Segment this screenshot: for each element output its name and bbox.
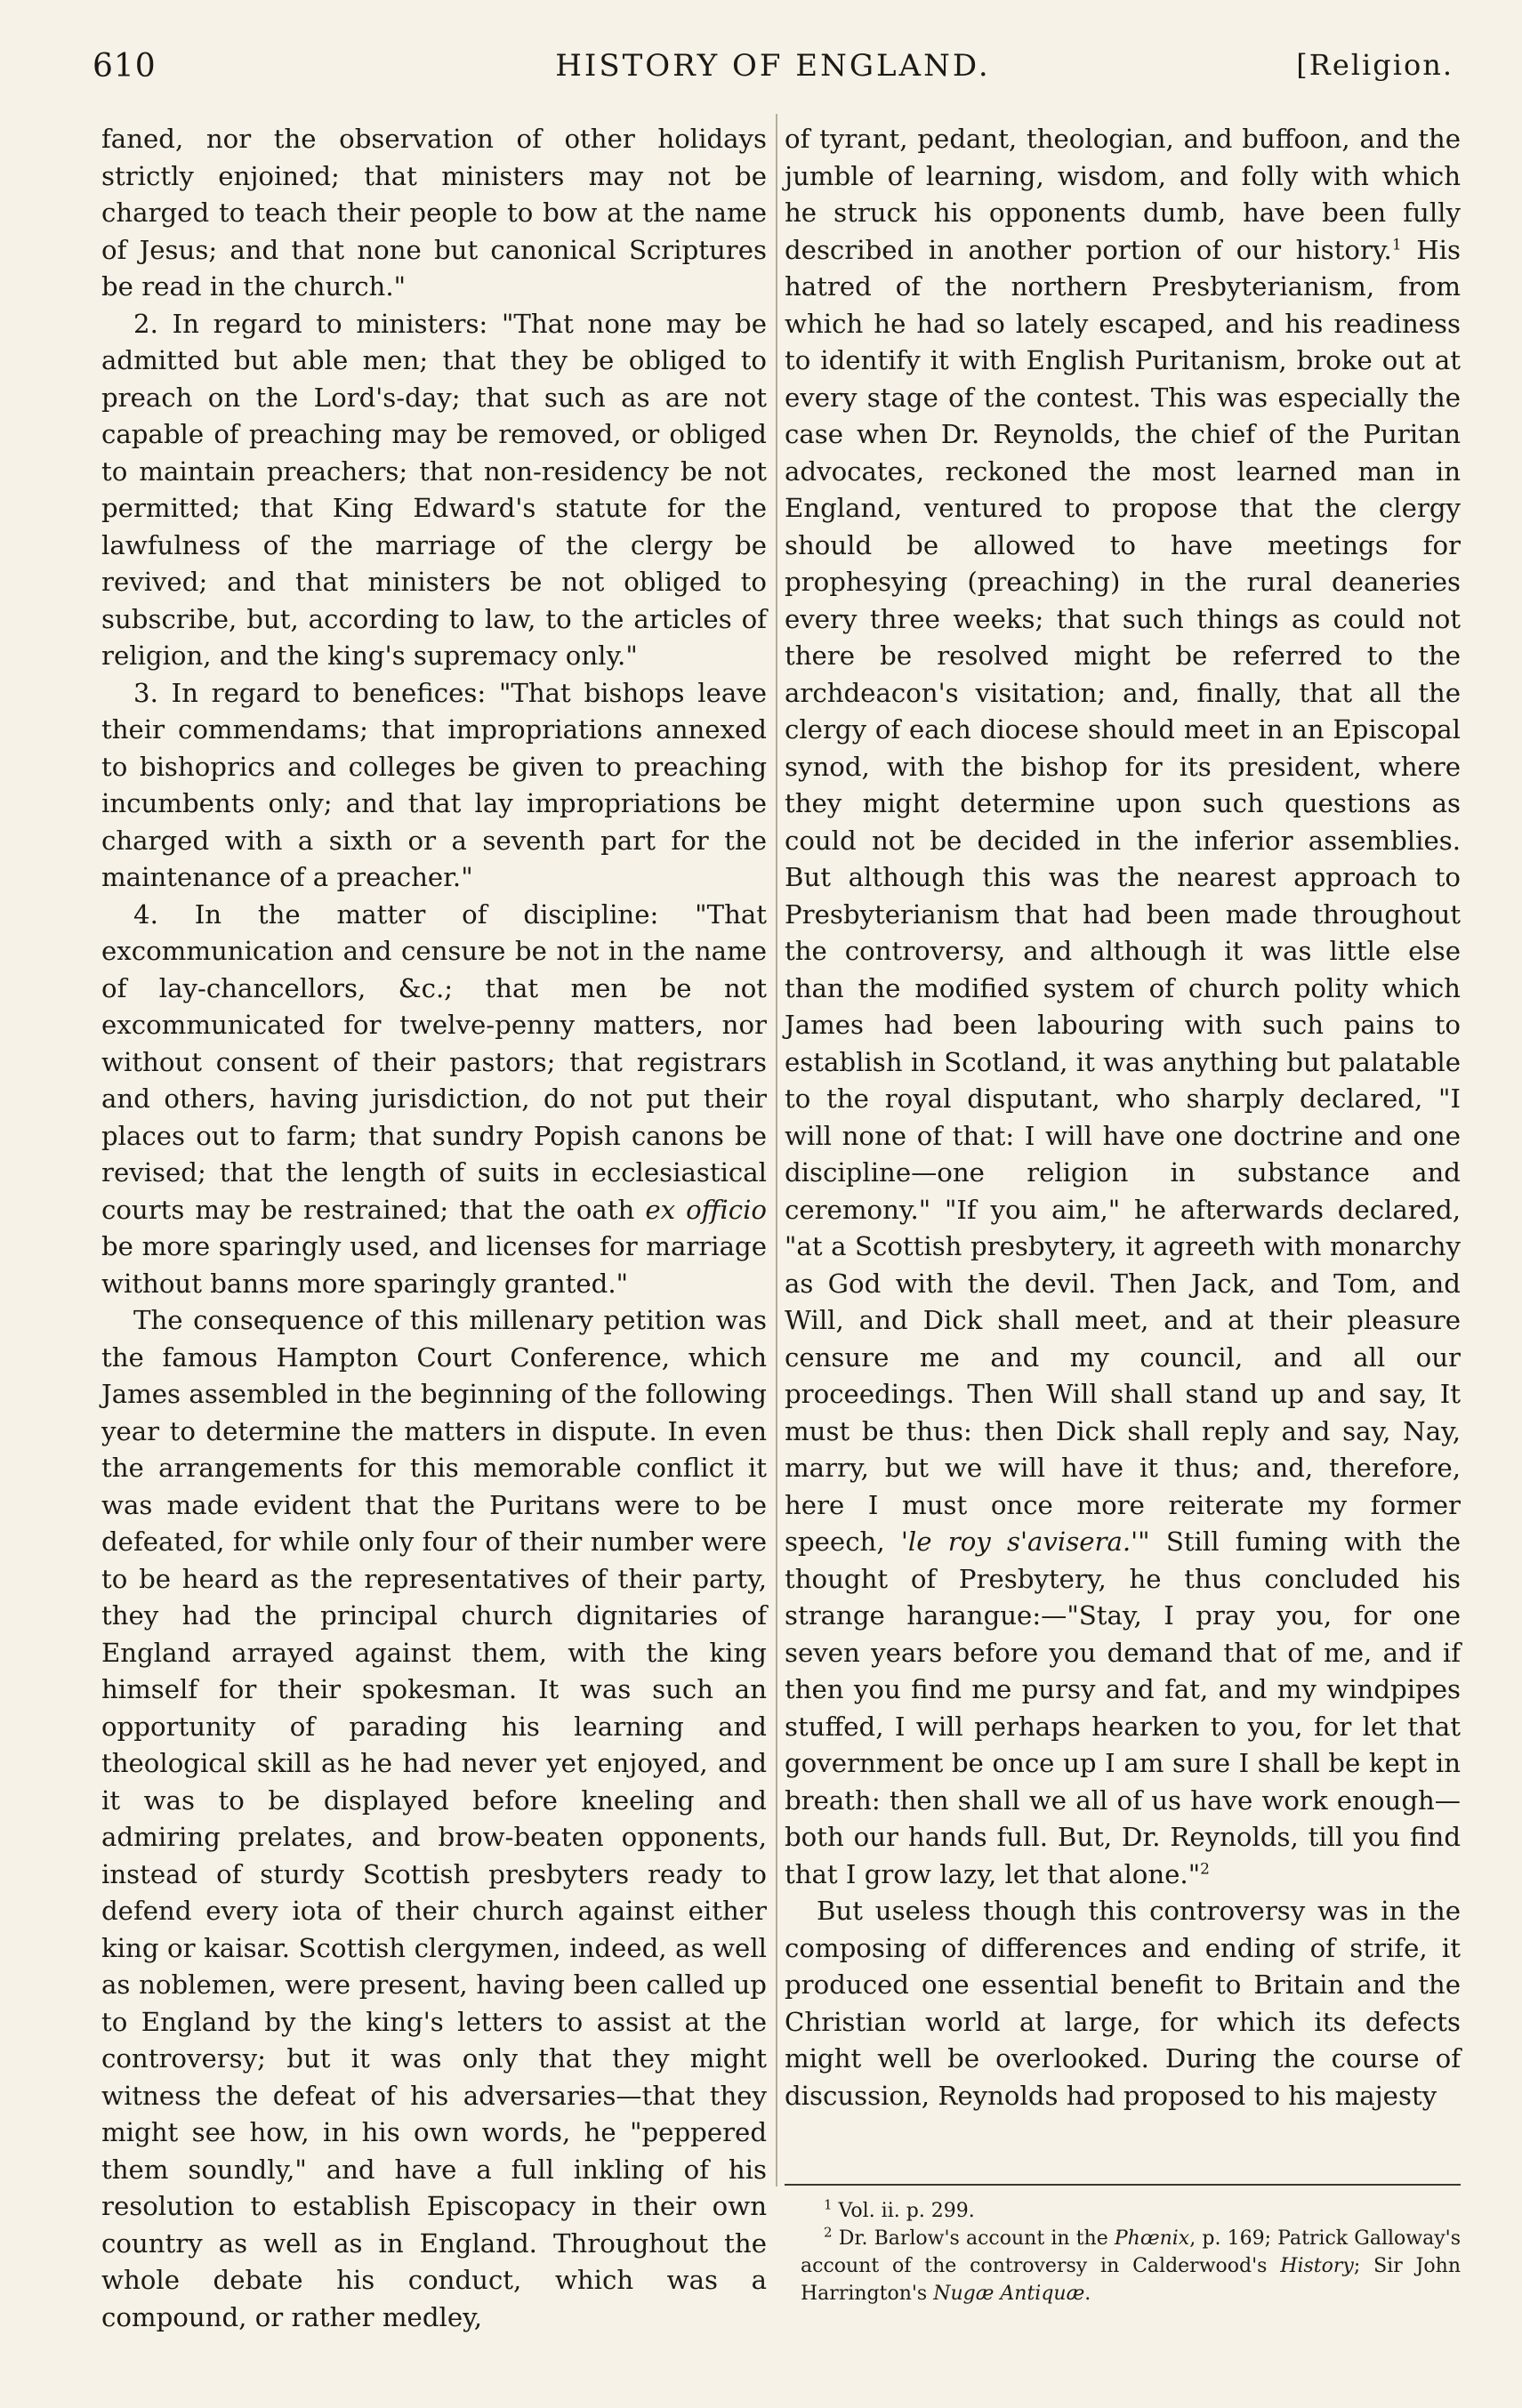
footnote-1 <box>801 2197 1461 2225</box>
nugae-antiquae-italic: Nugæ Antiquæ <box>933 2283 1085 2305</box>
footnote-2 <box>801 2225 1461 2307</box>
footnote-1-text: Vol. ii. p. 299. <box>832 2200 975 2222</box>
right-text-a: of tyrant, pedant, theologian, and buffoon, and the jumble of learning, wisdom, and folly with which he struck his opponents dumb, have been fully described in another portion of our history. <box>785 124 1461 265</box>
le-roy-italic: le roy s'avisera. <box>907 1526 1131 1557</box>
paragraph-discipline <box>101 897 767 1303</box>
page-number: 610 <box>93 48 157 85</box>
paragraph-tyrant-pedant <box>785 121 1461 1893</box>
discipline-text-a: 4. In the matter of discipline: "That excommunication and censure be not in the name of lay-chancellors, &c.; that men be not excommunicated for twelve-penny matters, nor without consent of their pastors; that registrars and others, having jurisdiction, do not put their places out to farm; that sundry Popish canons be revised; that the length of suits in ecclesiastical courts may be restrained; that the oath <box>101 898 767 1225</box>
page-header <box>93 48 1454 101</box>
paragraph-continued: faned, nor the observation of other holidays strictly enjoined; that ministers may not be charged to teach their people to bow at the name of Jesus; and that none but canonical Scriptures be read in the church." <box>101 124 767 302</box>
column-divider <box>776 114 777 2187</box>
ex-officio-italic: ex officio <box>645 1194 767 1225</box>
paragraph-useless-controversy: But useless though this controversy was in the composing of differences and ending of strife, it produced one essential benefit to Britain and the Christian world at large, for which its defects might well be overlooked. During the course of discussion, Reynolds had proposed to his majesty <box>785 1896 1461 2111</box>
right-column <box>785 121 1461 2114</box>
running-title: HISTORY OF ENGLAND. <box>555 48 991 84</box>
footnote-divider <box>785 2184 1461 2186</box>
paragraph-ministers: 2. In regard to ministers: "That none may be admitted but able men; that they be obliged to preach on the Lord's-day; that such as are not capable of preaching may be removed, or obliged to maintain preachers; that non-residency be not permitted; that King Edward's statute for the lawfulness of the marriage of the clergy be revived; and that ministers be not obliged to subscribe, but, according to law, to the articles of religion, and the king's supremacy only." <box>101 308 767 671</box>
footnote-ref-1[interactable]: 1 <box>1391 235 1402 254</box>
footnote-2-mark: 2 <box>824 2224 833 2241</box>
left-column <box>101 121 767 2336</box>
history-italic: History <box>1280 2255 1354 2277</box>
footnote-2-text-d: . <box>1084 2283 1091 2305</box>
right-text-c: '" Still fuming with the thought of Presbytery, he thus concluded his strange harangue:—"Stay, I pray you, for one seven years before you demand that of me, and if then you find me pursy and fat, and my windpipes stuffed, I will perhaps hearken to you, for let that government be once up I am sure I shall be kept in breath: then shall we all of us have work enough—both our hands full. But, Dr. Reynolds, till you find that I grow lazy, let that alone." <box>785 1526 1462 1889</box>
paragraph-hampton-court: The consequence of this millenary petition was the famous Hampton Court Conference, which James assembled in the beginning of the following year to determine the matters in dispute. In even the arrangements for this memorable conflict it was made evident that the Puritans were to be defeated, for while only four of their number were to be heard as the representatives of their party, they had the principal church dignitaries of England arrayed against them, with the king himself for their spokesman. It was such an opportunity of parading his learning and theological skill as he had never yet enjoyed, and it was to be displayed before kneeling and admiring prelates, and brow-beaten opponents, instead of sturdy Scottish presbyters ready to defend every iota of their church against either king or kaisar. Scottish clergymen, indeed, as well as noblemen, were present, having been called up to England by the king's letters to assist at the controversy; but it was only that they might witness the defeat of his adversaries—that they might see how, in his own words, he "peppered them soundly," and have a full inkling of his resolution to establish Episcopacy in their own country as well as in England. Throughout the whole debate his conduct, which was a compound, or rather medley, <box>101 1305 767 2332</box>
phoenix-italic: Phœnix <box>1114 2227 1190 2250</box>
paragraph-benefices: 3. In regard to benefices: "That bishops leave their commendams; that impropriations annexed to bishoprics and colleges be given to preaching incumbents only; and that lay impropriations be charged with a sixth or a seventh part for the maintenance of a preacher." <box>101 677 767 892</box>
discipline-text-b: be more sparingly used, and licenses for marriage without banns more sparingly granted." <box>101 1231 767 1299</box>
section-tag: [Religion. <box>1296 48 1454 82</box>
footnote-2-text-c: ; Sir John Harrington's <box>801 2255 1461 2305</box>
right-text-b: His hatred of the northern Presbyterianism, from which he had so lately escaped, and his readiness to identify it with English Puritanism, broke out at every stage of the contest. This was especially the case when Dr. Reynolds, the chief of the Puritan advocates, reckoned the most learned man in England, ventured to propose that the clergy should be allowed to have meetings for prophesying (preaching) in the rural deaneries every three weeks; that such things as could not there be resolved might be referred to the archdeacon's visitation; and, finally, that all the clergy of each diocese should meet in an Episcopal synod, with the bishop for its president, where they might determine upon such questions as could not be decided in the inferior assemblies. But although this was the nearest approach to Presbyterianism that had been made throughout the controversy, and although it was little else than the modified system of church polity which James had been labouring with such pains to establish in Scotland, it was anything but palatable to the royal disputant, who sharply declared, "I will none of that: I will have one doctrine and one discipline—one religion in substance and ceremony." "If you aim," he afterwards declared, "at a Scottish presbytery, it agreeth with monarchy as God with the devil. Then Jack, and Tom, and Will, and Dick shall meet, and at their pleasure censure me and my council, and all our proceedings. Then Will shall stand up and say, It must be thus: then Dick shall reply and say, Nay, marry, but we will have it thus; and, therefore, here I must once more reiterate my former speech, ' <box>785 234 1462 1557</box>
footnote-2-text-a: Dr. Barlow's account in the <box>832 2227 1115 2250</box>
footnote-1-mark: 1 <box>824 2196 833 2213</box>
footnote-2-text-b: , p. 169; Patrick Galloway's account of the controversy in Calderwood's <box>801 2227 1461 2277</box>
footnotes <box>801 2197 1461 2307</box>
footnote-ref-2[interactable]: 2 <box>1200 1859 1210 1878</box>
